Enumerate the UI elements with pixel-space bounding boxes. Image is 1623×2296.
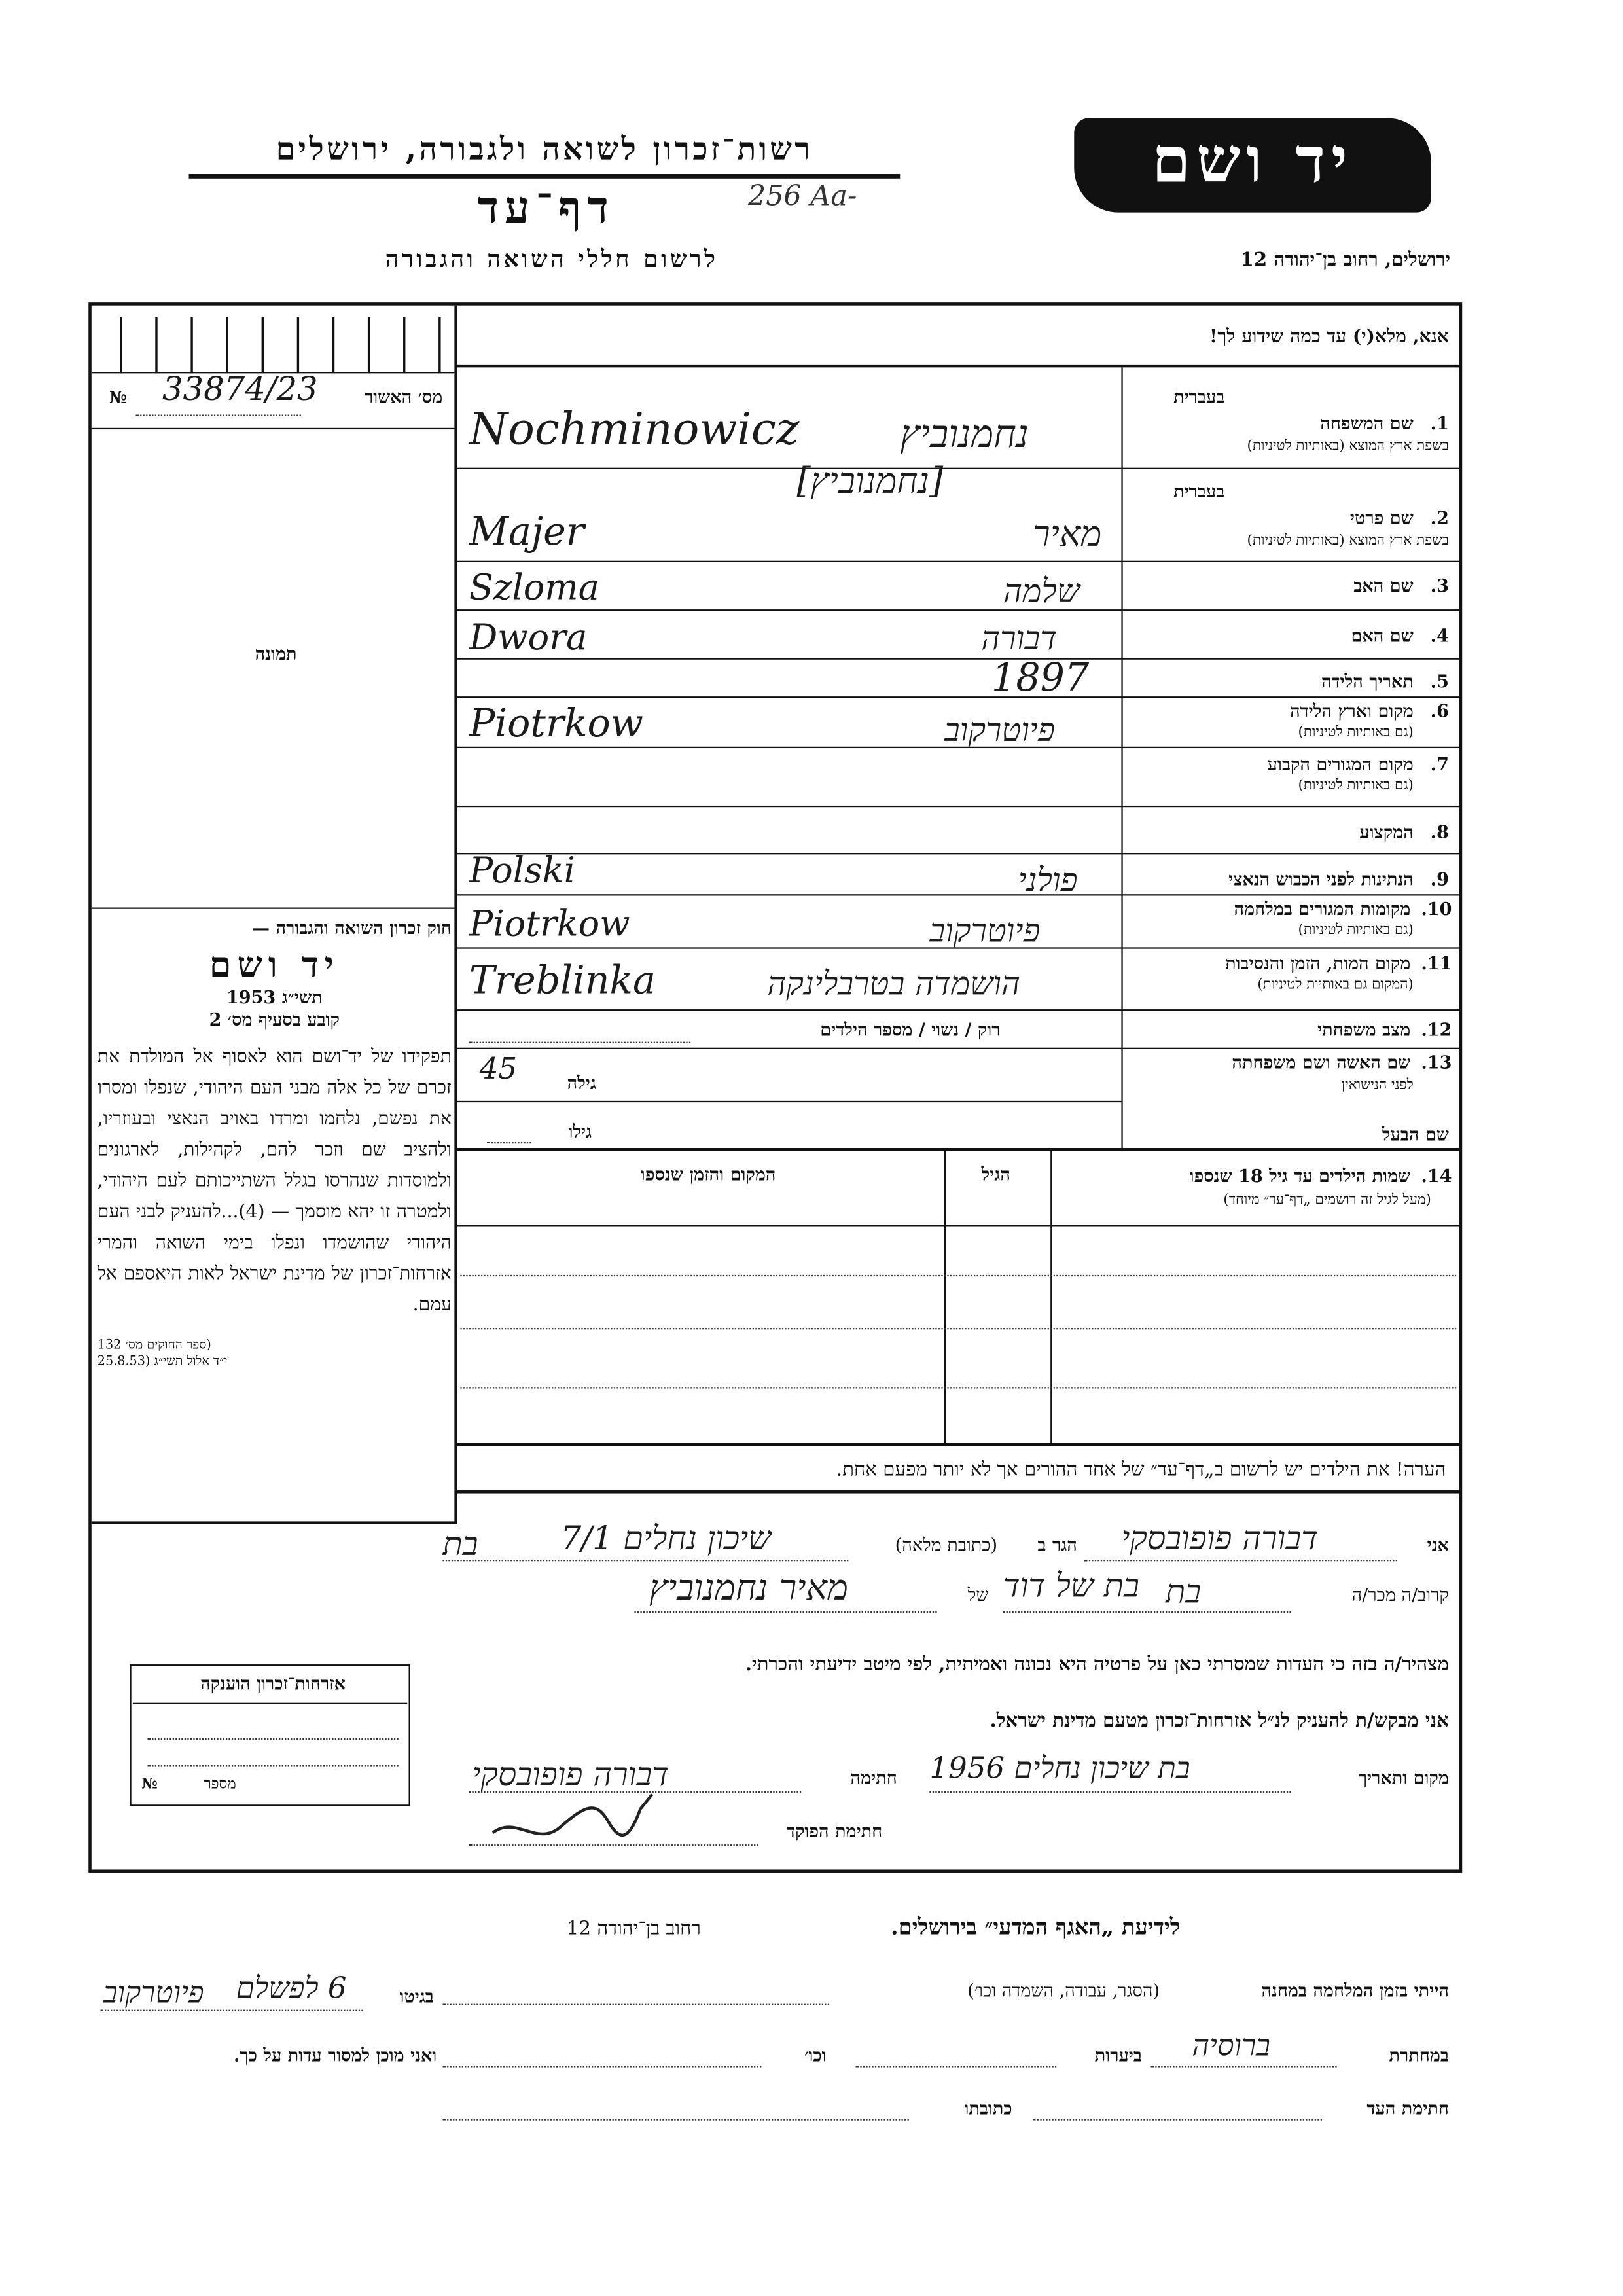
law-source-1: (ספר החוקים מס׳ 132: [97, 1338, 211, 1354]
citizenship-num-symbol: №: [141, 1776, 158, 1793]
decl-resides: הגר ב: [1037, 1534, 1077, 1556]
decl-statement-1: מצהיר/ה בזה כי העדות שמסרתי כאן על פרטיה היא נכונה ואמיתית, לפי מיטב ידיעתי והכרתי.: [745, 1654, 1449, 1677]
f13-age-value: 45: [479, 1050, 518, 1086]
footer-line1-b: (הסגר, עבודה, השמדה וכו׳): [967, 1980, 1160, 2001]
footer-ghetto: בגיטו: [399, 1986, 434, 2007]
decl-relation-line: [1003, 1611, 1291, 1613]
citizenship-title: אזרחות־זכרון הוענקה: [200, 1673, 346, 1695]
f2-latin-value: Majer: [469, 511, 584, 555]
f14-col-place: המקום והזמן שנספו: [640, 1164, 776, 1185]
f11-rule: [457, 1009, 1459, 1011]
decl-subject-line: [634, 1611, 936, 1613]
f3-rule: [457, 609, 1459, 611]
f12-rule: [457, 1048, 1459, 1049]
footer-witness-sig: חתימת העד: [1366, 2098, 1449, 2119]
left-column-bottom: [92, 1521, 457, 1524]
f9-latin-value: Polski: [469, 850, 575, 891]
approval-label: מס׳ האשור: [364, 386, 443, 408]
footer-address: רחוב בן־יהודה 12: [566, 1918, 701, 1941]
f10-label: מקומות המגורים במלחמה: [1234, 898, 1411, 920]
f14-col-divider-1: [944, 1151, 946, 1443]
f12-options: רוק / נשוי / מספר הילדים: [820, 1019, 1001, 1041]
decl-signature: דבורה פופובסקי: [472, 1757, 669, 1795]
decl-subject: מאיר נחמנוביץ: [649, 1567, 849, 1609]
footer-forests-line: [856, 2066, 1057, 2067]
decl-sign-subject: בת של דוד: [1003, 1568, 1139, 1605]
footer-ghetto-value: פיוטרקוב: [103, 1974, 204, 2010]
f4-label: שם האם: [1351, 625, 1414, 647]
f2-num: 2.: [1430, 507, 1449, 529]
instructions-rule: [457, 365, 1459, 368]
footer-underground: במחתרת: [1389, 2045, 1449, 2066]
f11-num: 11.: [1421, 953, 1452, 974]
logo-text: יד ושם: [1152, 124, 1353, 196]
f14-label: שמות הילדים עד גיל 18 שנספו: [1189, 1166, 1411, 1187]
authority-underline: [189, 174, 901, 179]
decl-i: אני: [1427, 1534, 1449, 1556]
f11-heb-value: הושמדה בטרבלינקה: [767, 966, 1021, 1004]
f5-label: תאריך הלידה: [1321, 671, 1414, 692]
decl-place-label: מקום ותאריך: [1358, 1767, 1449, 1789]
f11-note: (המקום גם באותיות לטיניות): [1257, 977, 1414, 994]
husband-age-line: [487, 1142, 531, 1143]
f5-rule: [457, 696, 1459, 698]
decl-address: שיכון נחלים 7/1: [560, 1521, 772, 1558]
decl-name-line: [1084, 1560, 1397, 1561]
f2-rule: [457, 561, 1459, 562]
f14-note: (מעל לגיל זה רושמים „דף־עד״ מיוחד): [1223, 1192, 1431, 1209]
f7-rule: [457, 806, 1459, 807]
note-row: הערה! את הילדים יש לרשום ב„דף־עד״ של אחד ההורים אך לא יותר מפעם אחת.: [836, 1459, 1446, 1482]
decl-statement-2: אני מבקש/ת להעניק לנ״ל אזרחות־זכרון מטעם מדינת ישראל.: [990, 1710, 1449, 1732]
decl-name: דבורה פופובסקי: [1121, 1521, 1318, 1558]
f13-label: שם האשה ושם משפחתה: [1232, 1052, 1411, 1073]
f11-label: מקום המות, הזמן והנסיבות: [1225, 953, 1411, 974]
f13-age-label: גילה: [567, 1073, 596, 1094]
decl-relation-label: קרוב/ה מכר/ה: [1351, 1585, 1449, 1605]
f12-num: 12.: [1421, 1019, 1452, 1041]
footer-address-label: כתובתו: [964, 2098, 1012, 2119]
footer-camp-line: [442, 2004, 829, 2005]
f13-full-rule: [457, 1148, 1459, 1151]
f14-row-1: [460, 1275, 1456, 1276]
f4-heb-value: דבורה: [981, 621, 1057, 658]
f5-num: 5.: [1430, 671, 1449, 692]
label-column-divider: [1121, 367, 1122, 1149]
husband-age-label: גילו: [568, 1121, 592, 1142]
law-body: תפקידו של יד־ושם הוא לאסוף אל המולדת את זכרם של כל אלה מבני העם היהודי, שנפלו ומסרו את נפשם, נלחמו ומרדו באויב הנאצי ובעוזריו, ולהציב שם וזכר להם, לקהילות, לארגונים ולמוסדות שנהרסו בגלל השתייכותם לעם היהודי, ולמטרה זו יהא מוסמך — (4)...להעניק לבני העם היהודי שהושמדו ונפלו בימי השואה והמרי אזרחות־זכרון של מדינת ישראל לאות היאספם אל עמם.: [97, 1045, 452, 1315]
f1-heb-label: בעברית: [1173, 386, 1225, 408]
footer-witness-line: [1033, 2119, 1322, 2120]
f7-note: (גם באותיות לטיניות): [1298, 778, 1414, 794]
f14-num: 14.: [1421, 1166, 1452, 1187]
footer-heading: לידיעת „האגף המדעי״ בירושלים.: [890, 1914, 1181, 1941]
f12-line: [469, 1042, 690, 1043]
footer-ghetto-line: [100, 2010, 363, 2011]
form-title: דף־עד: [477, 183, 615, 235]
law-clause: קובע בסעיף מס׳ 2: [209, 1009, 340, 1030]
f7-label: מקום המגורים הקבוע: [1267, 754, 1414, 775]
f10-latin-value: Piotrkow: [469, 903, 630, 944]
citizenship-title-rule: [133, 1703, 407, 1704]
f8-num: 8.: [1430, 821, 1449, 843]
form-subtitle: לרשום חללי השואה והגבורה: [385, 245, 719, 274]
decl-bat: בת: [442, 1527, 478, 1564]
law-name: יד ושם: [209, 942, 340, 986]
citizenship-line-1: [147, 1738, 398, 1740]
decl-address-line: [442, 1560, 848, 1561]
decl-addr-label: (כתובת מלאה): [895, 1534, 998, 1556]
f9-num: 9.: [1430, 869, 1449, 890]
footer-underground-value: ברוסיה: [1192, 2027, 1270, 2063]
law-box: [98, 918, 452, 1515]
approval-number-boxes: [92, 306, 455, 374]
f6-num: 6.: [1430, 700, 1449, 722]
f10-num: 10.: [1421, 898, 1452, 920]
f1-num: 1.: [1430, 413, 1449, 434]
f1-note: בשפת ארץ המוצא (באותיות לטיניות): [1247, 438, 1449, 455]
photo-bottom-rule: [92, 908, 455, 909]
f4-rule: [457, 658, 1459, 660]
f2-label: שם פרטי: [1349, 507, 1414, 529]
law-title: חוק זכרון השואה והגבורה —: [252, 918, 452, 939]
header-address: ירושלים, רחוב בן־יהודה 12: [1240, 249, 1451, 272]
f5-date-value: 1897: [991, 656, 1090, 701]
photo-label: תמונה: [255, 643, 297, 664]
f14-row-2: [460, 1328, 1456, 1329]
footer-ready: ואני מוכן למסור עדות על כך.: [234, 2045, 437, 2066]
f1-latin-value: Nochminowicz: [469, 404, 800, 456]
f2-heb-label: בעברית: [1173, 480, 1225, 502]
f2-note: בשפת ארץ המוצא (באותיות לטיניות): [1247, 532, 1449, 549]
law-source-2: י״ד אלול תשי״ג (25.8.53: [97, 1354, 228, 1370]
footer-line1-a: הייתי בזמן המלחמה במחנה: [1261, 1980, 1449, 2001]
f9-rule: [457, 894, 1459, 895]
f13-note: לפני הנישואין: [1341, 1077, 1414, 1094]
decl-relation: בת: [1166, 1574, 1202, 1611]
f14-col-age: הגיל: [981, 1164, 1010, 1185]
authority-title: רשות־זכרון לשואה ולגבורה, ירושלים: [276, 130, 813, 167]
f3-heb-value: שלמה: [1003, 574, 1080, 611]
f11-latin-value: Treblinka: [469, 959, 656, 1004]
citizenship-line-2: [147, 1765, 398, 1766]
decl-signature-label: חתימה: [850, 1767, 897, 1789]
law-year: תשי״ג 1953: [226, 987, 323, 1008]
decl-of: של: [967, 1585, 989, 1605]
f6-note: (גם באותיות לטיניות): [1298, 724, 1414, 741]
f14-col-divider-2: [1050, 1151, 1052, 1443]
decl-officer-label: חתימת הפוקד: [786, 1821, 883, 1842]
f13-num: 13.: [1421, 1052, 1452, 1073]
approval-number: 33874/23: [162, 372, 318, 409]
note-row-rule: [457, 1490, 1459, 1494]
f14-header-rule: [457, 1225, 1459, 1226]
f12-label: מצב משפחתי: [1317, 1019, 1411, 1041]
left-column-divider: [454, 306, 457, 1524]
f6-heb-value: פיוטרקוב: [944, 712, 1056, 750]
instructions: אנא, מלא(י) עד כמה שידוע לך!: [1209, 324, 1449, 347]
f3-latin-value: Szloma: [469, 566, 599, 608]
decl-place-line: [929, 1791, 1291, 1793]
f6-label: מקום וארץ הלידה: [1290, 700, 1414, 722]
footer-ghetto-prefix: 6 לפשלם: [236, 1969, 347, 2005]
f7-num: 7.: [1430, 754, 1449, 775]
decl-place: בת שיכון נחלים 1956: [929, 1749, 1190, 1785]
officer-signature-scribble: [487, 1782, 664, 1847]
f13-rule: [457, 1101, 1122, 1102]
citizenship-num-label: מספר: [204, 1776, 236, 1793]
f4-latin-value: Dwora: [469, 617, 588, 658]
f3-num: 3.: [1430, 575, 1449, 596]
footer-etc: וכו׳: [804, 2045, 827, 2066]
footer-etc-line: [442, 2066, 761, 2067]
f4-num: 4.: [1430, 625, 1449, 647]
handwritten-ref: 256 Aa-: [748, 180, 857, 213]
f2-heb-value: מאיר: [1033, 513, 1102, 555]
f1-rule: [457, 468, 1459, 469]
f1-label: שם המשפחה: [1320, 413, 1414, 434]
f6-latin-value: Piotrkow: [469, 702, 643, 747]
f10-note: (גם באותיות לטיניות): [1298, 922, 1414, 939]
f1-bracket-value: [נחמנוביץ]: [796, 460, 944, 502]
f14-row-3: [460, 1387, 1456, 1388]
f3-label: שם האב: [1353, 575, 1414, 596]
approval-number-line: [135, 415, 301, 416]
f9-label: הנתינות לפני הכבוש הנאצי: [1228, 869, 1414, 890]
f8-rule: [457, 853, 1459, 854]
f9-heb-value: פולני: [1018, 863, 1078, 901]
footer-underground-line: [1151, 2066, 1337, 2067]
footer-forests: ביערות: [1094, 2045, 1142, 2066]
f1-heb-value: נחמנוביץ: [900, 413, 1029, 457]
f14-bottom-rule: [457, 1443, 1459, 1446]
footer-address-line: [442, 2119, 908, 2120]
f8-label: המקצוע: [1359, 821, 1414, 843]
approval-number-symbol: №: [109, 387, 127, 408]
husband-label: שם הבעל: [1382, 1124, 1449, 1145]
approval-bottom-rule: [92, 428, 455, 429]
f10-heb-value: פיוטרקוב: [929, 913, 1041, 950]
